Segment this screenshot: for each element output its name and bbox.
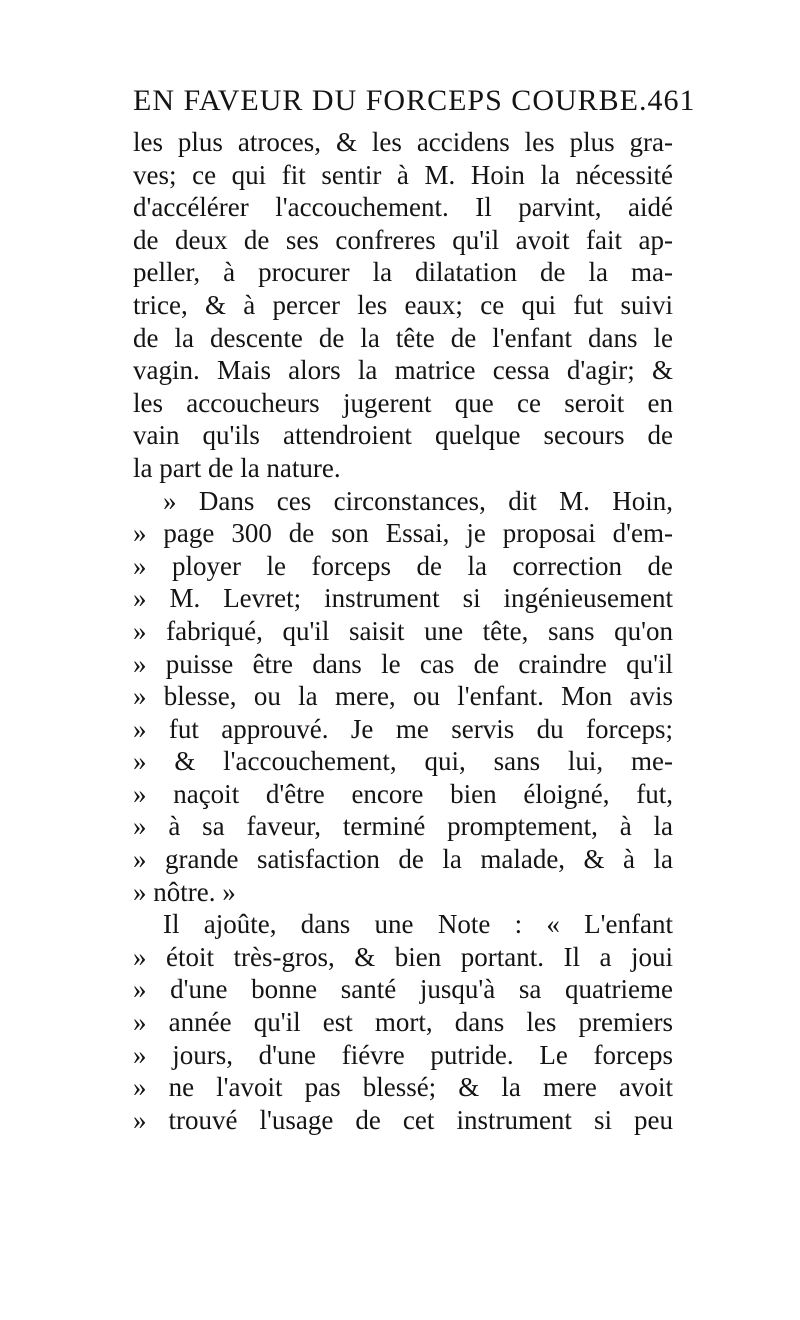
text-line: » grande satisfaction de la malade, & à la bbox=[133, 844, 673, 875]
page-number: 461 bbox=[647, 84, 696, 117]
text-line: peller, à procurer la dilatation de la ma- bbox=[133, 257, 673, 288]
text-line: » jours, d'une fiévre putride. Le forceps bbox=[133, 1039, 673, 1070]
text-line: » naçoit d'être encore bien éloigné, fut, bbox=[133, 778, 673, 809]
running-title: EN FAVEUR DU FORCEPS COURBE. bbox=[133, 84, 648, 117]
text-line: » à sa faveur, terminé promptement, à la bbox=[133, 811, 673, 842]
text-line: » trouvé l'usage de cet instrument si peu bbox=[133, 1104, 673, 1135]
text-line: Il ajoûte, dans une Note : « L'enfant bbox=[163, 909, 673, 940]
text-line: les plus atroces, & les accidens les plus gra- bbox=[133, 127, 673, 157]
text-line: la part de la nature. bbox=[133, 452, 341, 483]
text-line: » fut approuvé. Je me servis du forceps; bbox=[133, 713, 673, 744]
text-line: les accoucheurs jugerent que ce seroit en bbox=[133, 387, 673, 418]
text-line: » Dans ces circonstances, dit M. Hoin, bbox=[163, 485, 673, 516]
text-line: » nôtre. » bbox=[133, 876, 236, 907]
text-line: » fabriqué, qu'il saisit une tête, sans qu'on bbox=[133, 615, 673, 646]
text-line: » année qu'il est mort, dans les premiers bbox=[133, 1007, 673, 1038]
running-header bbox=[133, 84, 696, 128]
text-line: d'accélérer l'accouchement. Il parvint, aidé bbox=[133, 192, 673, 223]
text-line: » étoit très-gros, & bien portant. Il a joui bbox=[133, 941, 673, 972]
text-line: » M. Levret; instrument si ingénieusement bbox=[133, 583, 673, 614]
text-line: vagin. Mais alors la matrice cessa d'agir; & bbox=[133, 355, 673, 386]
text-line: de la descente de la tête de l'enfant dans le bbox=[133, 322, 673, 353]
text-line: » ne l'avoit pas blessé; & la mere avoit bbox=[133, 1072, 673, 1103]
text-line: vain qu'ils attendroient quelque secours de bbox=[133, 420, 673, 451]
text-line: de deux de ses confreres qu'il avoit fait ap- bbox=[133, 224, 673, 255]
body-text bbox=[133, 126, 673, 1136]
text-line: » d'une bonne santé jusqu'à sa quatrieme bbox=[133, 974, 673, 1005]
text-line: » page 300 de son Essai, je proposai d'em- bbox=[133, 518, 673, 549]
text-line: » ployer le forceps de la correction de bbox=[133, 550, 673, 581]
text-line: trice, & à percer les eaux; ce qui fut suivi bbox=[133, 289, 673, 320]
text-line: » blesse, ou la mere, ou l'enfant. Mon avis bbox=[133, 681, 673, 712]
text-line: » & l'accouchement, qui, sans lui, me- bbox=[133, 746, 673, 777]
text-line: ves; ce qui fit sentir à M. Hoin la nécessité bbox=[133, 159, 673, 190]
text-line: » puisse être dans le cas de craindre qu'il bbox=[133, 648, 673, 679]
